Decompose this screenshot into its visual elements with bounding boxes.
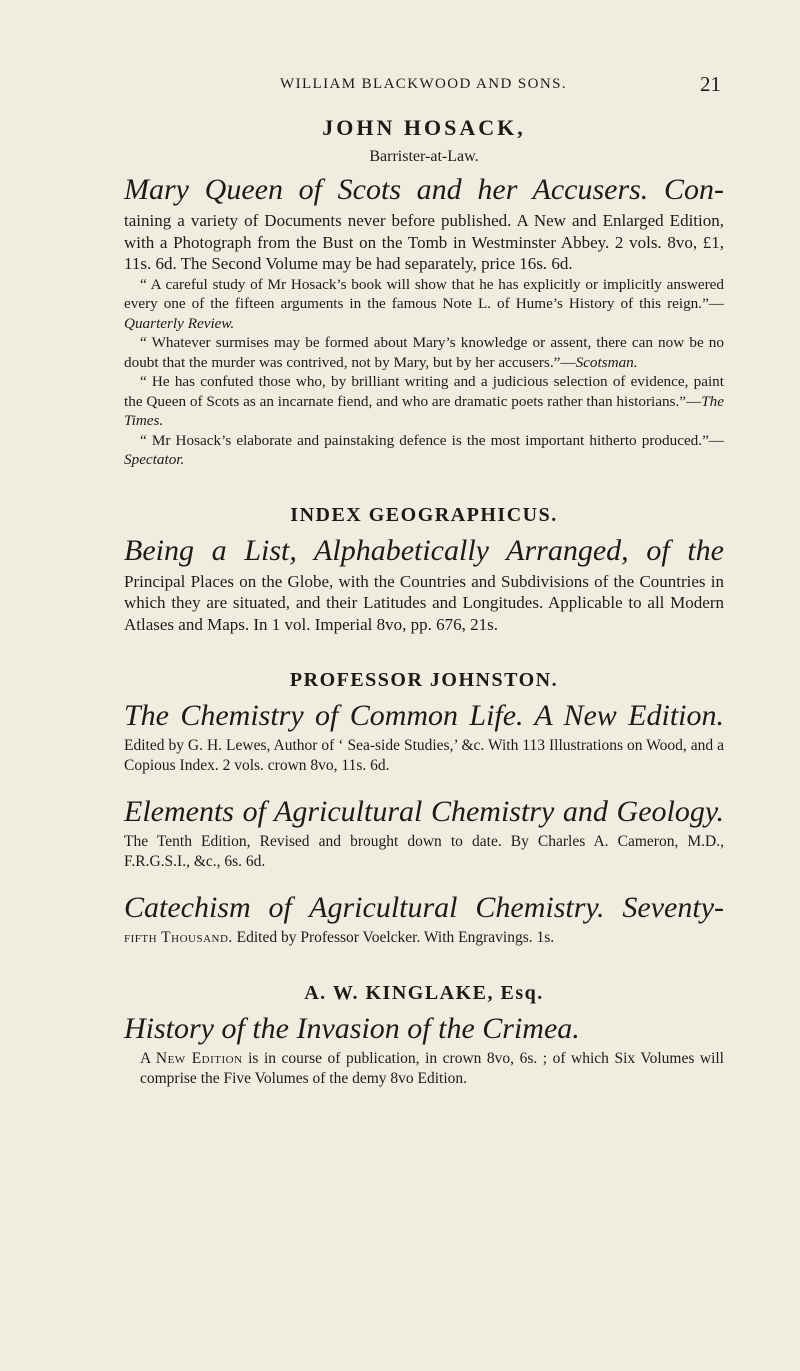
quote-text: “ A careful study of Mr Hosack’s book will show that he has explicitly or implicitly answered every one of the fifteen arguments in the famous Note L. of Hume’s History of this reign.”— [124,275,724,312]
quote-source: Spectator. [124,451,185,468]
book-description: taining a variety of Documents never before published. A New and Enlarged Edition, with a Photograph from the Bust on the Tomb in Westminster Abbey. 2 vols. 8vo, £1, 11s. 6d. The Second Volume may be had separately, price 16s. 6d. [124,211,724,273]
review-quote [124,275,724,334]
small-caps-text: fifth Thousand. [124,929,233,946]
book-title: History of the Invasion of the Crimea. [124,1012,580,1045]
section-author: INDEX GEOGRAPHICUS. [290,503,558,526]
quote-text: “ Whatever surmises may be formed about Mary’s knowledge or assent, there can now be no doubt that the murder was contrived, not by Mary, but by her accusers.”— [124,334,724,371]
book-description [124,1049,724,1089]
quote-text: “ He has confuted those who, by brilliant writing and a judicious selection of evidence, paint the Queen of Scots as an incarnate fiend, and who are dramatic poets rather than historians.”— [124,373,724,410]
review-quote [124,372,724,431]
author-subtitle: Barrister-at-Law. [369,148,479,165]
section-author: PROFESSOR JOHNSTON. [289,669,559,691]
section-author: A. W. KINGLAKE, Esq. [304,982,544,1004]
quote-source: Quarterly Review. [124,314,235,332]
quote-text: “ Mr Hosack’s elaborate and painstaking defence is the most important hitherto produced.”— [140,431,724,449]
review-quote [124,333,724,372]
book-title: The Chemistry of Common Life. A New Edition. [124,699,724,732]
book-description: The Tenth Edition, Revised and brought down to date. By Charles A. Cameron, M.D., F.R.G.S.I., &c., 6s. 6d. [124,833,724,870]
description-text: Edited by Professor Voelcker. With Engravings. 1s. [232,929,555,946]
section-author: JOHN HOSACK, [322,115,526,140]
page-number: 21 [700,72,721,96]
small-caps-text: New Edition [155,1050,243,1067]
book-description: Principal Places on the Globe, with the Countries and Subdivisions of the Countries in which they are situated, and their Latitudes and Longitudes. Applicable to all Modern Atlases and Maps. In 1 vol. Imperial 8vo, pp. 676, 21s. [124,571,724,634]
description-text: is in course of publication, in crown 8vo, 6s. ; of which Six Volumes will comprise the Five Volumes of the demy 8vo Edition. [140,1050,724,1087]
book-description: Edited by G. H. Lewes, Author of ‘ Sea-side Studies,’ &c. With 113 Illustrations on Wood, and a Copious Index. 2 vols. crown 8vo, 11s. 6d. [124,737,724,774]
page-content [124,110,724,1089]
book-title: Elements of Agricultural Chemistry and Geology. [124,795,724,828]
book-title: Mary Queen of Scots and her Accusers. Con- [124,173,724,206]
description-prefix: A [140,1050,156,1067]
quote-source: The Times. [124,392,724,429]
book-title: Catechism of Agricultural Chemistry. Seventy- [124,891,724,924]
book-description [124,928,724,948]
quote-source: Scotsman. [575,353,638,371]
running-head-title: WILLIAM BLACKWOOD AND SONS. [280,76,567,92]
review-quote [124,431,724,470]
book-title: Being a List, Alphabetically Arranged, of the [124,533,724,567]
